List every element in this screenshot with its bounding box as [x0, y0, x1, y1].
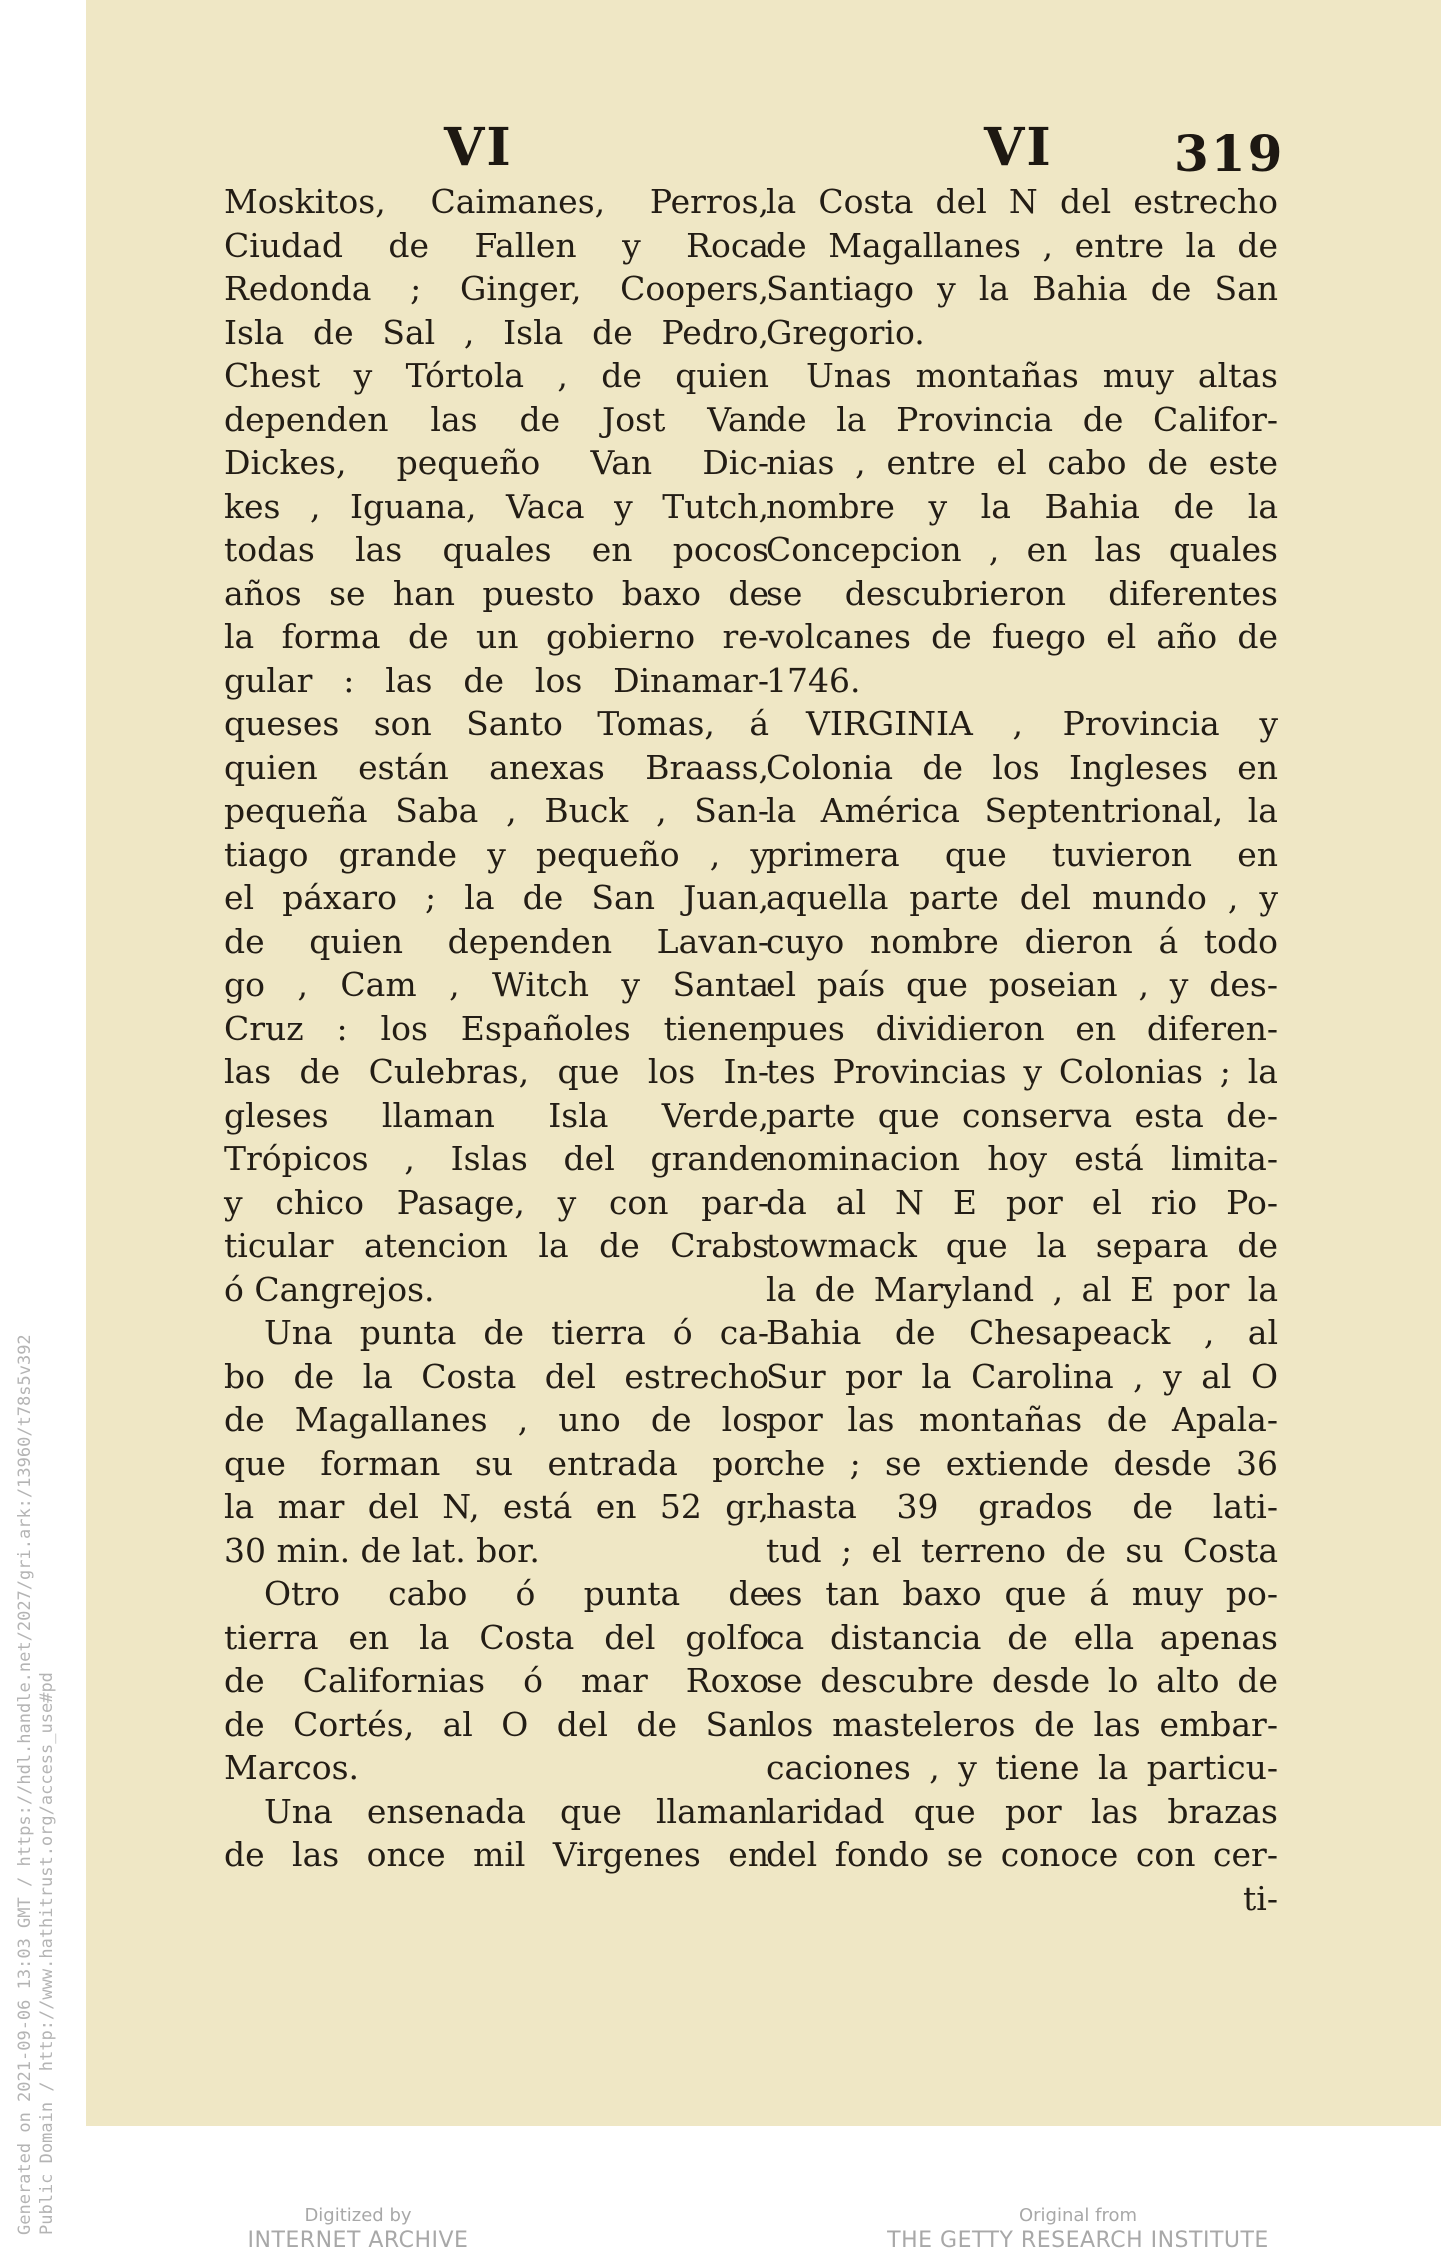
text-line: Redonda ; Ginger, Coopers, [224, 269, 769, 308]
text-line: de Magallanes , uno de los [224, 1400, 769, 1439]
text-line: dependen las de Jost Van [224, 399, 769, 439]
text-line: que forman su entrada por [224, 1443, 769, 1483]
text-line: de Magallanes , entre la de [766, 225, 1278, 265]
text-line: gleses llaman Isla Verde, [224, 1095, 769, 1135]
text-line: Cruz : los Españoles tienen [224, 1008, 769, 1048]
text-line: se descubrieron diferentes [766, 573, 1278, 613]
text-line: años se han puesto baxo de [224, 573, 769, 613]
text-line: Sur por la Carolina , y al O [766, 1356, 1278, 1396]
text-line: da al N E por el rio Po- [766, 1182, 1278, 1222]
hathitrust-watermark [14, 1095, 58, 2235]
text-line: de Californias ó mar Roxo [224, 1661, 769, 1700]
text-line: nominacion hoy está limita- [766, 1139, 1278, 1178]
digitized-by-credit [238, 2205, 478, 2255]
text-line: Chest y Tórtola , de quien [224, 356, 769, 395]
text-line: nias , entre el cabo de este [766, 443, 1278, 482]
getty-label: THE GETTY RESEARCH INSTITUTE [887, 2228, 1269, 2253]
text-line: primera que tuvieron en [766, 834, 1278, 874]
text-line: de las once mil Virgenes en [224, 1835, 769, 1874]
text-line: aquella parte del mundo , y [766, 878, 1278, 917]
text-line: cuyo nombre dieron á todo [766, 921, 1278, 961]
text-line: tierra en la Costa del golfo [224, 1617, 769, 1657]
text-line: tes Provincias y Colonias ; la [766, 1052, 1278, 1091]
text-line: el país que poseian , y des- [766, 965, 1278, 1004]
text-line: tud ; el terreno de su Costa [766, 1530, 1278, 1570]
text-line: gular : las de los Dinamar- [224, 660, 769, 700]
text-line: Una ensenada que llaman [264, 1791, 769, 1831]
text-line: Marcos. [224, 1748, 360, 1787]
text-line: laridad que por las brazas [766, 1791, 1278, 1831]
text-line: ó Cangrejos. [224, 1269, 435, 1309]
original-from-credit [868, 2205, 1288, 2255]
text-line: Otro cabo ó punta de [264, 1574, 769, 1613]
text-line: 30 min. de lat. bor. [224, 1530, 540, 1570]
text-line: hasta 39 grados de lati- [766, 1487, 1278, 1526]
text-line: kes , Iguana, Vaca y Tutch, [224, 486, 769, 526]
text-line: de la Provincia de Califor- [766, 399, 1278, 439]
digitized-by-label: Digitized by [304, 2205, 412, 2226]
text-line: la mar del N, está en 52 gr, [224, 1487, 769, 1526]
text-line: la Costa del N del estrecho [766, 182, 1278, 221]
right-text-column [766, 180, 1278, 1920]
text-line: Colonia de los Ingleses en [766, 747, 1278, 787]
text-line: Bahia de Chesapeack , al [766, 1313, 1278, 1352]
text-line: los masteleros de las embar- [766, 1704, 1278, 1744]
text-line: parte que conserva esta de- [766, 1095, 1278, 1135]
text-line: Gregorio. [766, 312, 925, 352]
text-line: del fondo se conoce con cer- [766, 1835, 1278, 1874]
text-line: de Cortés, al O del de San [224, 1704, 769, 1744]
text-line: ticular atencion la de Crabs [224, 1226, 769, 1265]
left-text-column [224, 180, 769, 1877]
text-line: Trópicos , Islas del grande [224, 1139, 769, 1178]
text-line: che ; se extiende desde 36 [766, 1443, 1278, 1483]
running-head-right: VI [984, 117, 1053, 178]
text-line: quien están anexas Braass, [224, 747, 769, 787]
text-line: ca distancia de ella apenas [766, 1617, 1278, 1657]
watermark-line-rights: Public Domain / http://www.hathitrust.org/access_use#pd [37, 1672, 57, 2235]
text-line: se descubre desde lo alto de [766, 1661, 1278, 1700]
text-line: las de Culebras, que los In- [224, 1052, 769, 1091]
text-line: pues dividieron en diferen- [766, 1008, 1278, 1048]
text-line: la de Maryland , al E por la [766, 1269, 1278, 1309]
text-line: bo de la Costa del estrecho [224, 1356, 769, 1396]
running-head-left: VI [444, 117, 513, 178]
text-line: volcanes de fuego el año de [766, 617, 1278, 656]
text-line: es tan baxo que á muy po- [766, 1574, 1278, 1613]
text-line: de quien dependen Lavan- [224, 921, 769, 961]
text-line: go , Cam , Witch y Santa [224, 965, 769, 1004]
text-line: Moskitos, Caimanes, Perros, [224, 182, 769, 221]
text-line: pequeña Saba , Buck , San- [224, 791, 769, 830]
text-line: Una punta de tierra ó ca- [264, 1313, 769, 1352]
text-line: el páxaro ; la de San Juan, [224, 878, 769, 917]
page-number: 319 [1174, 124, 1285, 183]
text-line: towmack que la separa de [766, 1226, 1278, 1265]
original-from-label: Original from [1018, 2205, 1138, 2226]
text-line: caciones , y tiene la particu- [766, 1748, 1278, 1787]
watermark-line-generated: Generated on 2021-09-06 13:03 GMT / https://hdl.handle.net/2027/gri.ark:/13960/t78s5v392 [15, 1334, 35, 2235]
text-line: Concepcion , en las quales [766, 530, 1278, 569]
text-line: Santiago y la Bahia de San [766, 269, 1278, 308]
text-line: Ciudad de Fallen y Roca [224, 225, 769, 265]
text-line: VIRGINIA , Provincia y [806, 704, 1278, 743]
text-line: todas las quales en pocos [224, 530, 769, 569]
text-line: Unas montañas muy altas [806, 356, 1278, 395]
text-line: por las montañas de Apala- [766, 1400, 1278, 1439]
text-line: la forma de un gobierno re- [224, 617, 769, 656]
text-line: nombre y la Bahia de la [766, 486, 1278, 526]
text-line: la América Septentrional, la [766, 791, 1278, 830]
internet-archive-label: INTERNET ARCHIVE [247, 2228, 469, 2253]
text-line: y chico Pasage, y con par- [224, 1182, 769, 1222]
text-line: Isla de Sal , Isla de Pedro, [224, 312, 769, 352]
text-line: ti- [1243, 1878, 1278, 1918]
text-line: 1746. [766, 660, 861, 700]
text-line: tiago grande y pequeño , y [224, 834, 769, 874]
text-line: queses son Santo Tomas, á [224, 704, 769, 743]
text-line: Dickes, pequeño Van Dic- [224, 443, 769, 482]
